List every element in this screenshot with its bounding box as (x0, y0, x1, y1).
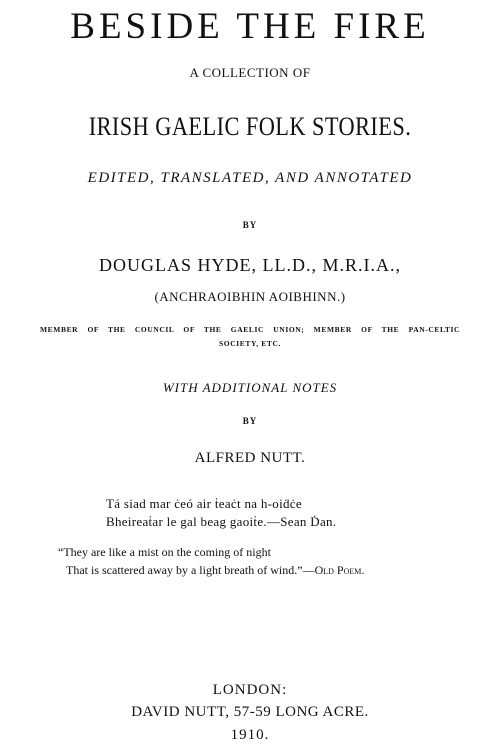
imprint-city: LONDON: (212, 682, 288, 698)
subtitle-main: IRISH GAELIC FOLK STORIES. (88, 112, 412, 141)
epigraph-translation-text: That is scattered away by a light breath of wind.”— (66, 563, 315, 577)
author-membership-line2: SOCIETY, ETC. (219, 339, 281, 348)
by-label-notes: BY (242, 416, 258, 426)
book-title: BESIDE THE FIRE (70, 6, 430, 47)
notes-author: ALFRED NUTT. (194, 450, 306, 466)
epigraph-source: Old Poem. (314, 563, 365, 577)
imprint-year: 1910. (230, 727, 270, 743)
by-label-author: BY (242, 220, 258, 230)
notes-line: WITH ADDITIONAL NOTES (162, 380, 338, 395)
author-name: DOUGLAS HYDE, LL.D., M.R.I.A., (99, 255, 401, 275)
author-pen-name: (ANCHRAOIBHIN AOIBHINN.) (154, 289, 346, 304)
edited-line: EDITED, TRANSLATED, AND ANNOTATED (87, 170, 413, 186)
epigraph-translation-line2 (66, 564, 364, 576)
gaelic-epigraph-line2: Bheireaṫar le gal beag gaoiṫe.—Sean Ḋan. (106, 514, 337, 529)
gaelic-epigraph-line1: Tá siad mar ċeó air ṫeaċt na h-oiḋċe (106, 496, 302, 511)
imprint-publisher: DAVID NUTT, 57-59 LONG ACRE. (131, 704, 369, 720)
subtitle-collection: A COLLECTION OF (189, 65, 311, 80)
epigraph-translation-line1: “They are like a mist on the coming of night (58, 545, 271, 559)
author-membership-line1: MEMBER OF THE COUNCIL OF THE GAELIC UNION; MEMBER OF THE PAN-CELTIC (40, 325, 460, 334)
